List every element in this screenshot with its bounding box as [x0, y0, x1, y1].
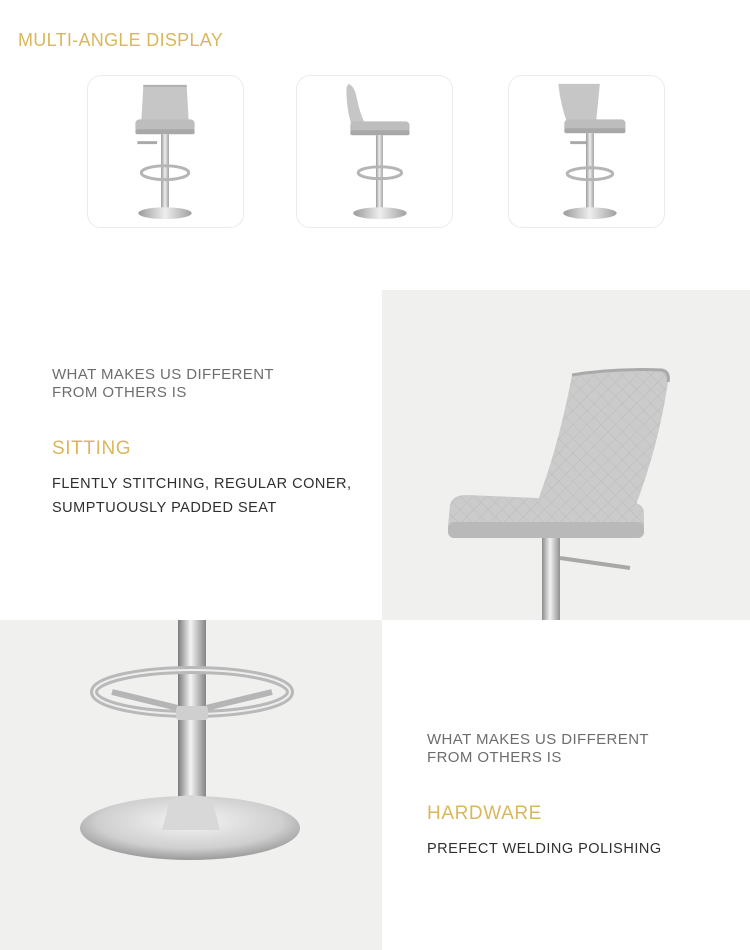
- feature-title: HARDWARE: [427, 803, 542, 824]
- feature-hardware: [427, 731, 727, 861]
- section-title: MULTI-ANGLE DISPLAY: [18, 30, 224, 50]
- bar-stool-front-icon: [88, 76, 243, 227]
- bar-stool-side-icon: [297, 76, 452, 227]
- feature-sitting: [52, 366, 372, 520]
- thumbnail-angle-view[interactable]: [508, 75, 665, 228]
- bar-stool-angle-icon: [509, 76, 664, 227]
- seat-closeup-image: [382, 290, 750, 620]
- feature-description: FLENTLY STITCHING, REGULAR CONER, SUMPTUOUSLY PADDED SEAT: [52, 476, 352, 516]
- feature-description: PREFECT WELDING POLISHING: [427, 841, 662, 857]
- feature-tagline: WHAT MAKES US DIFFERENT FROM OTHERS IS: [427, 731, 649, 766]
- thumbnail-front-view[interactable]: [87, 75, 244, 228]
- feature-title: SITTING: [52, 438, 132, 459]
- feature-tagline: WHAT MAKES US DIFFERENT FROM OTHERS IS: [52, 366, 274, 401]
- base-closeup-image: [0, 620, 382, 950]
- thumbnail-side-view[interactable]: [296, 75, 453, 228]
